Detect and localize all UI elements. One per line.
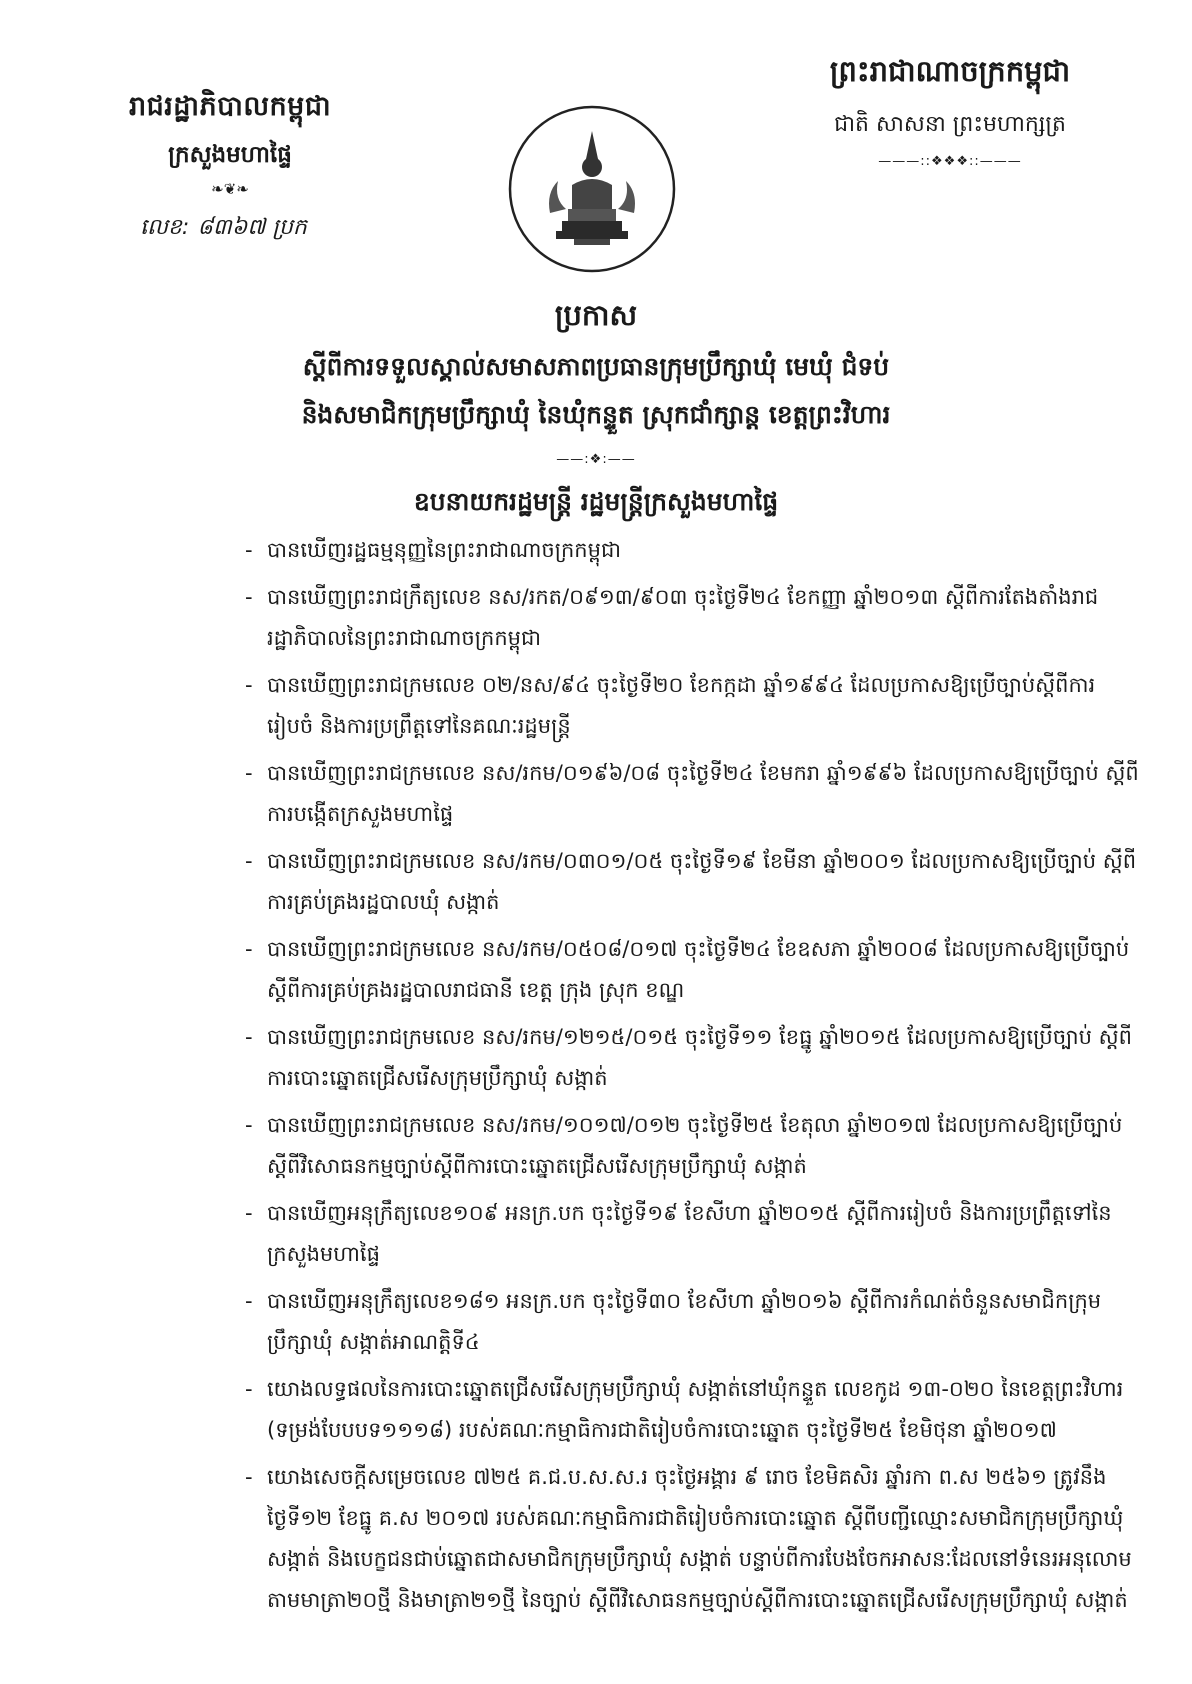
reference-label: លេខ: [140, 215, 190, 240]
document-type: ប្រកាស [554, 298, 638, 332]
list-item: - បានឃើញព្រះរាជក្រឹត្យលេខ នស/រកត/០៩១៣/៩០៣ ចុះថ្ងៃទី២៤ ខែកញ្ញា ឆ្នាំ២០១៣ ស្តីពីការតែងតាំងរាជរដ្ឋាភិបាលនៃព្រះរាជាណាចក្រកម្ពុជា [245, 585, 1099, 650]
list-item: - បានឃើញព្រះរាជក្រមលេខ ០២/នស/៩៤ ចុះថ្ងៃទី២០ ខែកក្កដា ឆ្នាំ១៩៩៤ ដែលប្រកាសឱ្យប្រើច្បាប់ស្តីពីការរៀបចំ និងការប្រព្រឹត្តទៅនៃគណៈរដ្ឋមន្ត្រី [245, 673, 1096, 738]
list-item: - បានឃើញរដ្ឋធម្មនុញ្ញនៃព្រះរាជាណាចក្រកម្ពុជា [245, 538, 621, 562]
reference-number [140, 213, 307, 245]
issuing-authority: ឧបនាយករដ្ឋមន្ត្រី រដ្ឋមន្ត្រីក្រសួងមហាផ្ទៃ [413, 487, 779, 516]
list-item: - យោងលទ្ធផលនៃការបោះឆ្នោតជ្រើសរើសក្រុមប្រឹក្សាឃុំ សង្កាត់នៅឃុំកន្ទួត លេខកូដ ១៣-០២០ នៃខេត្តព្រះវិហារ (ទម្រង់បែបបទ១១១៨) របស់គណៈកម្មាធិការជាតិរៀបចំការបោះឆ្នោត ចុះថ្ងៃទី២៥ ខែមិថុនា ឆ្នាំ២០១៧ [245, 1377, 1124, 1442]
list-item: - បានឃើញព្រះរាជក្រមលេខ នស/រកម/១០១៧/០១២ ចុះថ្ងៃទី២៥ ខែតុលា ឆ្នាំ២០១៧ ដែលប្រកាសឱ្យប្រើច្បាប់ ស្តីពីវិសោធនកម្មច្បាប់ស្តីពីការបោះឆ្នោតជ្រើសរើសក្រុមប្រឹក្សាឃុំ សង្កាត់ [245, 1113, 1123, 1178]
subject-line-1: ស្តីពីការទទួលស្គាល់សមាសភាពប្រធានក្រុមប្រឹក្សាឃុំ មេឃុំ ជំទប់ [302, 352, 890, 381]
kingdom-name: ព្រះរាជាណាចក្រកម្ពុជា [829, 54, 1071, 88]
header-right [800, 54, 1100, 169]
title-block [150, 298, 1042, 523]
header-left [100, 90, 360, 198]
list-item: - បានឃើញអនុក្រឹត្យលេខ១០៩ អនក្រ.បក ចុះថ្ងៃទី១៩ ខែសីហា ឆ្នាំ២០១៥ ស្តីពីការរៀបចំ និងការប្រព្រឹត្តទៅនៃក្រសួងមហាផ្ទៃ [245, 1201, 1112, 1266]
ministry-name: ក្រសួងមហាផ្ទៃ [168, 141, 292, 168]
subject-line-2: និងសមាជិកក្រុមប្រឹក្សាឃុំ នៃឃុំកន្ទួត ស្រុកជាំក្សាន្ត ខេត្តព្រះវិហារ [301, 400, 891, 429]
government-name: រាជរដ្ឋាភិបាលកម្ពុជា [128, 91, 332, 122]
list-item: - បានឃើញអនុក្រឹត្យលេខ១៨១ អនក្រ.បក ចុះថ្ងៃទី៣០ ខែសីហា ឆ្នាំ២០១៦ ស្តីពីការកំណត់ចំនួនសមាជិកក្រុមប្រឹក្សាឃុំ សង្កាត់អាណត្តិទី៤ [245, 1289, 1102, 1354]
list-item: - បានឃើញព្រះរាជក្រមលេខ នស/រកម/០១៩៦/០៨ ចុះថ្ងៃទី២៤ ខែមករា ឆ្នាំ១៩៩៦ ដែលប្រកាសឱ្យប្រើច្បាប់ ស្តីពីការបង្កើតក្រសួងមហាផ្ទៃ [245, 761, 1139, 826]
motto-divider: ———::❖❖❖::——— [878, 154, 1022, 169]
national-motto: ជាតិ សាសនា ព្រះមហាក្សត្រ [834, 112, 1066, 137]
list-item: - បានឃើញព្រះរាជក្រមលេខ នស/រកម/១២១៥/០១៥ ចុះថ្ងៃទី១១ ខែធ្នូ ឆ្នាំ២០១៥ ដែលប្រកាសឱ្យប្រើច្បាប់ ស្តីពីការបោះឆ្នោតជ្រើសរើសក្រុមប្រឹក្សាឃុំ សង្កាត់ [245, 1025, 1132, 1090]
reference-value: ៨៣៦៧ ប្រក [197, 215, 307, 240]
list-item: - យោងសេចក្តីសម្រេចលេខ ៧២៥ គ.ជ.ប.ស.ស.រ ចុះថ្ងៃអង្គារ ៩ រោច ខែមិគសិរ ឆ្នាំរកា ព.ស ២៥៦១ ត្រូវនឹងថ្ងៃទី១២ ខែធ្នូ គ.ស ២០១៧ របស់គណៈកម្មាធិការជាតិរៀបចំការបោះឆ្នោត ស្តីពីបញ្ជីឈ្មោះសមាជិកក្រុមប្រឹក្សាឃុំ សង្កាត់ និងបេក្ខជនជាប់ឆ្នោតជាសមាជិកក្រុមប្រឹក្សាឃុំ សង្កាត់ បន្ទាប់ពីការបែងចែកអាសនៈដែលនៅទំនេរអនុលោមតាមមាត្រា២០ថ្មី និងមាត្រា២១ថ្មី នៃច្បាប់ ស្តីពីវិសោធនកម្មច្បាប់ស្តីពីការបោះឆ្នោតជ្រើសរើសក្រុមប្រឹក្សាឃុំ សង្កាត់ [245, 1465, 1132, 1612]
preamble-list [245, 530, 1140, 1627]
title-separator: ——:❖:—— [556, 452, 636, 467]
list-item: - បានឃើញព្រះរាជក្រមលេខ នស/រកម/០៥០៨/០១៧ ចុះថ្ងៃទី២៤ ខែឧសភា ឆ្នាំ២០០៨ ដែលប្រកាសឱ្យប្រើច្បាប់ ស្តីពីការគ្រប់គ្រងរដ្ឋបាលរាជធានី ខេត្ត ក្រុង ស្រុក ខណ្ឌ [245, 937, 1130, 1002]
ministry-emblem-icon [506, 103, 678, 275]
ornament: ❧❦❧ [211, 180, 249, 198]
list-item: - បានឃើញព្រះរាជក្រមលេខ នស/រកម/០៣០១/០៥ ចុះថ្ងៃទី១៩ ខែមីនា ឆ្នាំ២០០១ ដែលប្រកាសឱ្យប្រើច្បាប់ ស្តីពីការគ្រប់គ្រងរដ្ឋបាលឃុំ សង្កាត់ [245, 849, 1137, 914]
